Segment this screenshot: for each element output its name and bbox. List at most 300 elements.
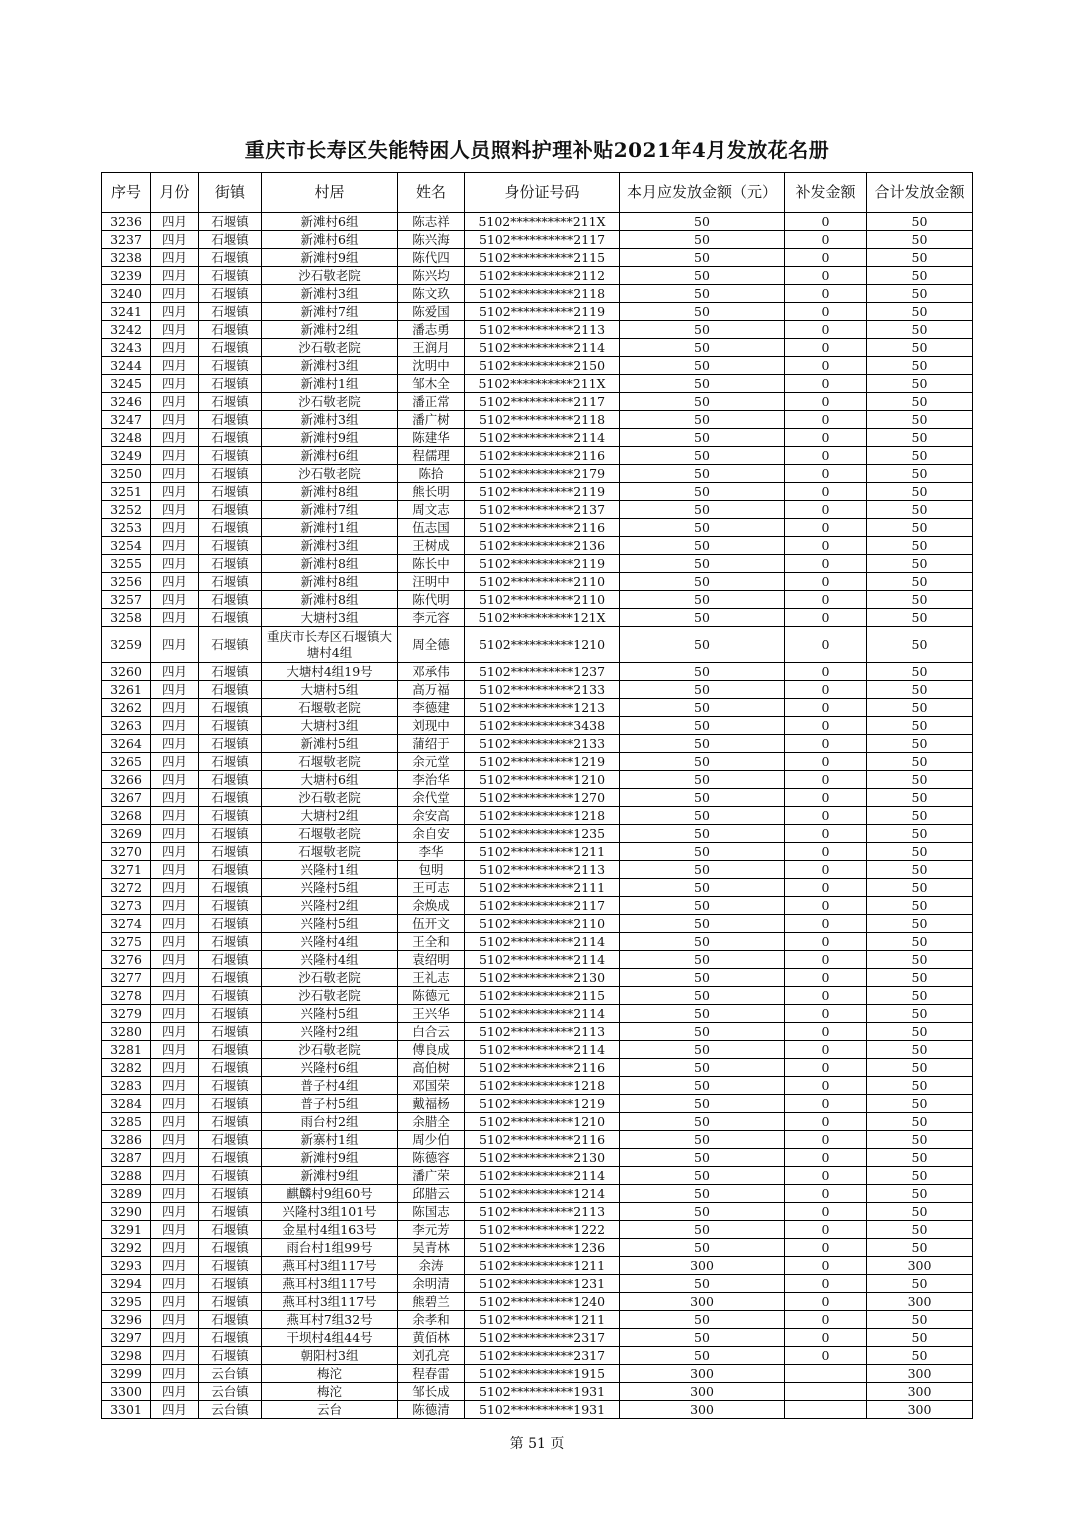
cell-name: 潘广荣	[398, 1167, 465, 1185]
cell-id-number: 5102**********1270	[465, 789, 620, 807]
cell-back-pay: 0	[785, 1221, 867, 1239]
cell-name: 陈代四	[398, 249, 465, 267]
cell-village: 沙石敬老院	[262, 339, 398, 357]
cell-monthly-amount: 50	[620, 267, 785, 285]
cell-total-amount: 50	[867, 825, 973, 843]
cell-town: 石堰镇	[199, 213, 262, 231]
table-row	[102, 969, 973, 987]
table-row	[102, 501, 973, 519]
cell-town: 石堰镇	[199, 1077, 262, 1095]
cell-id-number: 5102**********1218	[465, 807, 620, 825]
cell-id-number: 5102**********2119	[465, 483, 620, 501]
table-row	[102, 1185, 973, 1203]
cell-month: 四月	[151, 447, 199, 465]
table-row	[102, 897, 973, 915]
cell-total-amount: 50	[867, 627, 973, 663]
cell-month: 四月	[151, 411, 199, 429]
cell-monthly-amount: 50	[620, 465, 785, 483]
table-row	[102, 681, 973, 699]
cell-name: 王兴华	[398, 1005, 465, 1023]
cell-index: 3260	[102, 663, 151, 681]
cell-town: 石堰镇	[199, 249, 262, 267]
cell-town: 石堰镇	[199, 393, 262, 411]
cell-index: 3244	[102, 357, 151, 375]
cell-town: 石堰镇	[199, 771, 262, 789]
cell-total-amount: 50	[867, 213, 973, 231]
cell-total-amount: 50	[867, 1203, 973, 1221]
cell-town: 石堰镇	[199, 321, 262, 339]
cell-index: 3270	[102, 843, 151, 861]
cell-back-pay: 0	[785, 663, 867, 681]
cell-id-number: 5102**********1240	[465, 1293, 620, 1311]
cell-month: 四月	[151, 1113, 199, 1131]
cell-village: 沙石敬老院	[262, 267, 398, 285]
cell-id-number: 5102**********2110	[465, 591, 620, 609]
cell-name: 王全和	[398, 933, 465, 951]
cell-back-pay: 0	[785, 825, 867, 843]
cell-id-number: 5102**********1219	[465, 753, 620, 771]
cell-id-number: 5102**********1235	[465, 825, 620, 843]
cell-total-amount: 50	[867, 1023, 973, 1041]
cell-name: 余孝和	[398, 1311, 465, 1329]
cell-month: 四月	[151, 303, 199, 321]
table-row	[102, 627, 973, 663]
cell-back-pay: 0	[785, 357, 867, 375]
cell-back-pay: 0	[785, 879, 867, 897]
cell-index: 3273	[102, 897, 151, 915]
cell-village: 新滩村9组	[262, 1149, 398, 1167]
table-row	[102, 249, 973, 267]
cell-month: 四月	[151, 285, 199, 303]
cell-village: 新滩村3组	[262, 285, 398, 303]
cell-town: 石堰镇	[199, 1023, 262, 1041]
cell-back-pay: 0	[785, 411, 867, 429]
cell-monthly-amount: 50	[620, 447, 785, 465]
cell-name: 汪明中	[398, 573, 465, 591]
cell-name: 潘志勇	[398, 321, 465, 339]
table-row	[102, 357, 973, 375]
cell-name: 李元芳	[398, 1221, 465, 1239]
cell-id-number: 5102**********2117	[465, 231, 620, 249]
cell-name: 余安高	[398, 807, 465, 825]
cell-month: 四月	[151, 879, 199, 897]
cell-total-amount: 50	[867, 1149, 973, 1167]
table-row	[102, 771, 973, 789]
cell-name: 余代堂	[398, 789, 465, 807]
cell-monthly-amount: 50	[620, 357, 785, 375]
cell-town: 石堰镇	[199, 1203, 262, 1221]
cell-index: 3263	[102, 717, 151, 735]
cell-name: 余涛	[398, 1257, 465, 1275]
cell-village: 兴隆村4组	[262, 933, 398, 951]
page-number	[0, 1433, 1074, 1453]
cell-month: 四月	[151, 843, 199, 861]
cell-town: 石堰镇	[199, 951, 262, 969]
cell-total-amount: 50	[867, 501, 973, 519]
cell-back-pay: 0	[785, 1113, 867, 1131]
table-row	[102, 825, 973, 843]
cell-monthly-amount: 50	[620, 537, 785, 555]
cell-village: 兴隆村1组	[262, 861, 398, 879]
table-row	[102, 1365, 973, 1383]
cell-total-amount: 50	[867, 411, 973, 429]
cell-name: 余腊全	[398, 1113, 465, 1131]
cell-index: 3262	[102, 699, 151, 717]
cell-month: 四月	[151, 753, 199, 771]
cell-back-pay: 0	[785, 1203, 867, 1221]
cell-town: 石堰镇	[199, 339, 262, 357]
cell-town: 石堰镇	[199, 933, 262, 951]
cell-village: 新滩村1组	[262, 519, 398, 537]
cell-index: 3274	[102, 915, 151, 933]
cell-back-pay: 0	[785, 231, 867, 249]
cell-total-amount: 50	[867, 771, 973, 789]
cell-month: 四月	[151, 735, 199, 753]
cell-month: 四月	[151, 807, 199, 825]
table-row	[102, 1149, 973, 1167]
table-row	[102, 1239, 973, 1257]
cell-monthly-amount: 50	[620, 879, 785, 897]
cell-index: 3281	[102, 1041, 151, 1059]
cell-town: 石堰镇	[199, 537, 262, 555]
cell-monthly-amount: 50	[620, 681, 785, 699]
cell-id-number: 5102**********1231	[465, 1275, 620, 1293]
table-row	[102, 951, 973, 969]
cell-monthly-amount: 50	[620, 573, 785, 591]
cell-name: 伍志国	[398, 519, 465, 537]
cell-id-number: 5102**********211X	[465, 213, 620, 231]
cell-id-number: 5102**********121X	[465, 609, 620, 627]
table-row	[102, 411, 973, 429]
cell-total-amount: 50	[867, 987, 973, 1005]
cell-town: 云台镇	[199, 1365, 262, 1383]
cell-index: 3284	[102, 1095, 151, 1113]
cell-back-pay: 0	[785, 375, 867, 393]
cell-town: 石堰镇	[199, 1041, 262, 1059]
cell-monthly-amount: 50	[620, 1203, 785, 1221]
cell-name: 周文志	[398, 501, 465, 519]
cell-name: 陈长中	[398, 555, 465, 573]
cell-month: 四月	[151, 267, 199, 285]
cell-town: 石堰镇	[199, 861, 262, 879]
cell-month: 四月	[151, 681, 199, 699]
table-row	[102, 1167, 973, 1185]
cell-monthly-amount: 50	[620, 591, 785, 609]
cell-month: 四月	[151, 933, 199, 951]
cell-total-amount: 50	[867, 519, 973, 537]
cell-index: 3295	[102, 1293, 151, 1311]
table-row	[102, 717, 973, 735]
cell-back-pay: 0	[785, 1131, 867, 1149]
cell-id-number: 5102**********2117	[465, 393, 620, 411]
cell-back-pay: 0	[785, 519, 867, 537]
cell-total-amount: 50	[867, 951, 973, 969]
cell-index: 3242	[102, 321, 151, 339]
page-suffix: 页	[550, 1436, 565, 1452]
cell-back-pay: 0	[785, 573, 867, 591]
cell-month: 四月	[151, 519, 199, 537]
cell-total-amount: 50	[867, 447, 973, 465]
column-header-name: 姓名	[398, 173, 465, 213]
cell-name: 余元堂	[398, 753, 465, 771]
cell-back-pay: 0	[785, 1185, 867, 1203]
cell-index: 3285	[102, 1113, 151, 1131]
cell-monthly-amount: 50	[620, 1167, 785, 1185]
cell-total-amount: 50	[867, 483, 973, 501]
cell-index: 3298	[102, 1347, 151, 1365]
cell-monthly-amount: 50	[620, 753, 785, 771]
cell-village: 新滩村5组	[262, 735, 398, 753]
cell-total-amount: 50	[867, 1113, 973, 1131]
cell-month: 四月	[151, 1131, 199, 1149]
cell-back-pay: 0	[785, 1257, 867, 1275]
cell-monthly-amount: 50	[620, 1131, 785, 1149]
cell-monthly-amount: 50	[620, 411, 785, 429]
cell-total-amount: 50	[867, 285, 973, 303]
cell-back-pay: 0	[785, 861, 867, 879]
table-row	[102, 861, 973, 879]
cell-total-amount: 50	[867, 861, 973, 879]
table-row	[102, 843, 973, 861]
cell-id-number: 5102**********2118	[465, 411, 620, 429]
cell-name: 王可志	[398, 879, 465, 897]
cell-month: 四月	[151, 555, 199, 573]
cell-index: 3268	[102, 807, 151, 825]
table-row	[102, 465, 973, 483]
cell-month: 四月	[151, 231, 199, 249]
table-row	[102, 807, 973, 825]
table-row	[102, 1329, 973, 1347]
cell-index: 3264	[102, 735, 151, 753]
cell-name: 包明	[398, 861, 465, 879]
cell-back-pay: 0	[785, 1005, 867, 1023]
cell-village: 燕耳村3组117号	[262, 1275, 398, 1293]
cell-index: 3288	[102, 1167, 151, 1185]
column-header-total-amount: 合计发放金额	[867, 173, 973, 213]
cell-total-amount: 50	[867, 717, 973, 735]
cell-month: 四月	[151, 717, 199, 735]
cell-id-number: 5102**********2113	[465, 861, 620, 879]
cell-name: 李治华	[398, 771, 465, 789]
cell-back-pay: 0	[785, 429, 867, 447]
column-header-back-pay: 补发金额	[785, 173, 867, 213]
cell-monthly-amount: 50	[620, 609, 785, 627]
cell-town: 石堰镇	[199, 897, 262, 915]
cell-back-pay: 0	[785, 627, 867, 663]
cell-index: 3299	[102, 1365, 151, 1383]
cell-back-pay: 0	[785, 933, 867, 951]
cell-monthly-amount: 50	[620, 699, 785, 717]
cell-town: 石堰镇	[199, 1239, 262, 1257]
table-row	[102, 1293, 973, 1311]
cell-name: 刘现中	[398, 717, 465, 735]
cell-id-number: 5102**********2115	[465, 987, 620, 1005]
cell-town: 石堰镇	[199, 1221, 262, 1239]
cell-monthly-amount: 50	[620, 897, 785, 915]
cell-back-pay: 0	[785, 501, 867, 519]
cell-village: 重庆市长寿区石堰镇大塘村4组	[262, 627, 398, 663]
cell-index: 3294	[102, 1275, 151, 1293]
cell-month: 四月	[151, 897, 199, 915]
cell-total-amount: 50	[867, 321, 973, 339]
cell-name: 陈兴均	[398, 267, 465, 285]
cell-monthly-amount: 50	[620, 339, 785, 357]
cell-total-amount: 50	[867, 1311, 973, 1329]
table-row	[102, 1005, 973, 1023]
cell-monthly-amount: 50	[620, 1095, 785, 1113]
table-row	[102, 1203, 973, 1221]
table-row	[102, 1221, 973, 1239]
cell-id-number: 5102**********3438	[465, 717, 620, 735]
cell-name: 陈德清	[398, 1401, 465, 1419]
cell-month: 四月	[151, 1041, 199, 1059]
cell-village: 新滩村1组	[262, 375, 398, 393]
cell-town: 石堰镇	[199, 231, 262, 249]
cell-monthly-amount: 300	[620, 1365, 785, 1383]
cell-id-number: 5102**********2114	[465, 933, 620, 951]
cell-total-amount: 50	[867, 807, 973, 825]
cell-town: 石堰镇	[199, 1257, 262, 1275]
cell-id-number: 5102**********2130	[465, 969, 620, 987]
cell-total-amount: 50	[867, 393, 973, 411]
cell-back-pay: 0	[785, 717, 867, 735]
cell-monthly-amount: 300	[620, 1401, 785, 1419]
cell-index: 3267	[102, 789, 151, 807]
cell-back-pay: 0	[785, 213, 867, 231]
cell-index: 3266	[102, 771, 151, 789]
cell-id-number: 5102**********2136	[465, 537, 620, 555]
cell-name: 王润月	[398, 339, 465, 357]
roster-table	[101, 172, 973, 1419]
cell-back-pay: 0	[785, 339, 867, 357]
cell-total-amount: 50	[867, 429, 973, 447]
cell-back-pay: 0	[785, 1293, 867, 1311]
table-row	[102, 519, 973, 537]
cell-name: 周全德	[398, 627, 465, 663]
cell-index: 3241	[102, 303, 151, 321]
cell-month: 四月	[151, 1203, 199, 1221]
cell-total-amount: 50	[867, 303, 973, 321]
table-row	[102, 1095, 973, 1113]
cell-back-pay: 0	[785, 753, 867, 771]
table-row	[102, 1401, 973, 1419]
cell-total-amount: 50	[867, 375, 973, 393]
cell-index: 3279	[102, 1005, 151, 1023]
cell-name: 熊长明	[398, 483, 465, 501]
cell-monthly-amount: 50	[620, 1239, 785, 1257]
cell-month: 四月	[151, 1383, 199, 1401]
cell-index: 3286	[102, 1131, 151, 1149]
cell-index: 3240	[102, 285, 151, 303]
cell-month: 四月	[151, 321, 199, 339]
cell-back-pay	[785, 1383, 867, 1401]
cell-village: 兴隆村5组	[262, 879, 398, 897]
cell-town: 石堰镇	[199, 969, 262, 987]
cell-town: 石堰镇	[199, 807, 262, 825]
cell-name: 邱腊云	[398, 1185, 465, 1203]
cell-village: 大塘村4组19号	[262, 663, 398, 681]
cell-month: 四月	[151, 393, 199, 411]
cell-id-number: 5102**********1931	[465, 1401, 620, 1419]
cell-month: 四月	[151, 465, 199, 483]
cell-name: 高伯树	[398, 1059, 465, 1077]
cell-village: 新滩村9组	[262, 1167, 398, 1185]
cell-name: 吴青林	[398, 1239, 465, 1257]
cell-month: 四月	[151, 825, 199, 843]
cell-month: 四月	[151, 1095, 199, 1113]
cell-index: 3272	[102, 879, 151, 897]
cell-name: 黄佰林	[398, 1329, 465, 1347]
cell-monthly-amount: 50	[620, 555, 785, 573]
table-row	[102, 393, 973, 411]
cell-monthly-amount: 50	[620, 627, 785, 663]
cell-index: 3251	[102, 483, 151, 501]
cell-total-amount: 50	[867, 735, 973, 753]
cell-back-pay: 0	[785, 267, 867, 285]
cell-id-number: 5102**********1237	[465, 663, 620, 681]
cell-id-number: 5102**********2137	[465, 501, 620, 519]
cell-monthly-amount: 50	[620, 1059, 785, 1077]
cell-back-pay: 0	[785, 1095, 867, 1113]
cell-village: 梅沱	[262, 1383, 398, 1401]
document-title: 重庆市长寿区失能特困人员照料护理补贴2021年4月发放花名册	[244, 138, 830, 162]
cell-total-amount: 300	[867, 1383, 973, 1401]
cell-index: 3236	[102, 213, 151, 231]
cell-name: 王树成	[398, 537, 465, 555]
cell-index: 3301	[102, 1401, 151, 1419]
cell-village: 新滩村8组	[262, 483, 398, 501]
cell-monthly-amount: 50	[620, 321, 785, 339]
cell-village: 石堰敬老院	[262, 753, 398, 771]
cell-back-pay: 0	[785, 735, 867, 753]
cell-total-amount: 50	[867, 249, 973, 267]
cell-town: 石堰镇	[199, 1347, 262, 1365]
cell-town: 石堰镇	[199, 1185, 262, 1203]
cell-town: 石堰镇	[199, 429, 262, 447]
cell-village: 燕耳村3组117号	[262, 1293, 398, 1311]
table-row	[102, 699, 973, 717]
cell-total-amount: 50	[867, 1347, 973, 1365]
table-row	[102, 1077, 973, 1095]
cell-village: 兴隆村5组	[262, 915, 398, 933]
cell-back-pay: 0	[785, 681, 867, 699]
cell-name: 陈兴海	[398, 231, 465, 249]
cell-total-amount: 50	[867, 1005, 973, 1023]
cell-id-number: 5102**********2114	[465, 951, 620, 969]
cell-id-number: 5102**********1214	[465, 1185, 620, 1203]
cell-town: 石堰镇	[199, 1149, 262, 1167]
cell-index: 3290	[102, 1203, 151, 1221]
table-row	[102, 483, 973, 501]
cell-village: 石堰敬老院	[262, 825, 398, 843]
cell-village: 朝阳村3组	[262, 1347, 398, 1365]
cell-monthly-amount: 50	[620, 429, 785, 447]
table-row	[102, 1113, 973, 1131]
cell-month: 四月	[151, 771, 199, 789]
cell-monthly-amount: 50	[620, 393, 785, 411]
cell-village: 大塘村3组	[262, 717, 398, 735]
cell-village: 普子村5组	[262, 1095, 398, 1113]
cell-month: 四月	[151, 573, 199, 591]
cell-index: 3300	[102, 1383, 151, 1401]
cell-village: 雨台村1组99号	[262, 1239, 398, 1257]
cell-back-pay: 0	[785, 915, 867, 933]
cell-village: 沙石敬老院	[262, 987, 398, 1005]
table-row	[102, 1059, 973, 1077]
cell-town: 石堰镇	[199, 681, 262, 699]
cell-index: 3252	[102, 501, 151, 519]
cell-town: 石堰镇	[199, 483, 262, 501]
